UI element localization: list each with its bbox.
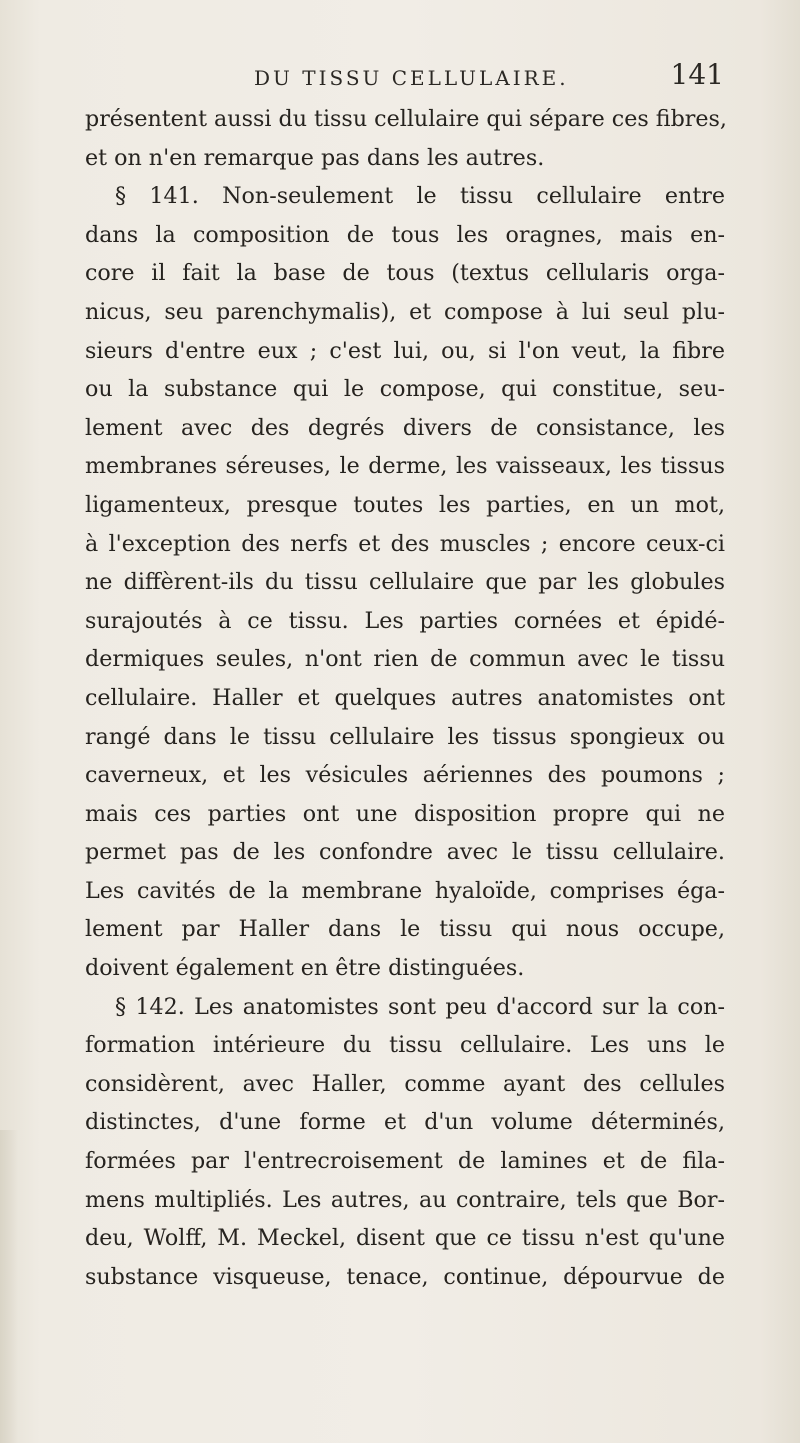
text-line: dermiques seules, n'ont rien de commun avec le tissu [85,646,725,673]
text-line: ou la substance qui le compose, qui constitue, seu- [85,376,725,403]
text-line: membranes séreuses, le derme, les vaisseaux, les tissus [85,453,725,480]
text-line: ne diffèrent-ils du tissu cellulaire que par les globules [85,569,725,596]
text-line: formées par l'entrecroisement de lamines et de fila- [85,1148,725,1175]
text-line: deu, Wolff, M. Meckel, disent que ce tissu n'est qu'une [85,1225,725,1252]
text-line: nicus, seu parenchymalis), et compose à lui seul plu- [85,298,725,325]
text-line: caverneux, et les vésicules aériennes des poumons ; [85,762,725,789]
section-142-start: § 142. Les anatomistes sont peu d'accord sur la con- [115,993,725,1020]
text-line: présentent aussi du tissu cellulaire qui sépare ces fibres, [85,106,727,132]
text-line: distinctes, d'une forme et d'un volume déterminés, [85,1109,725,1136]
text-line: core il fait la base de tous (textus cellularis orga- [85,260,725,287]
text-line: à l'exception des nerfs et des muscles ; encore ceux-ci [85,530,725,557]
text-line: rangé dans le tissu cellulaire les tissus spongieux ou [85,723,725,750]
text-line: lement avec des degrés divers de consistance, les [85,414,725,441]
section-141-start: § 141. Non-seulement le tissu cellulaire entre [115,183,725,210]
text-line: Les cavités de la membrane hyaloïde, comprises éga- [85,877,725,904]
body-text [85,100,725,1296]
text-line: ligamenteux, presque toutes les parties, en un mot, [85,491,725,518]
text-line: considèrent, avec Haller, comme ayant des cellules [85,1070,725,1097]
text-line: et on n'en remarque pas dans les autres. [85,144,545,171]
page-gutter-shadow [0,1130,18,1443]
text-line: lement par Haller dans le tissu qui nous occupe, [85,916,725,943]
running-head: DU TISSU CELLULAIRE. [254,66,569,90]
text-line: mais ces parties ont une disposition propre qui ne [85,800,725,827]
page-number: 141 [670,58,724,91]
text-line: cellulaire. Haller et quelques autres anatomistes ont [85,684,725,711]
text-line: substance visqueuse, tenace, continue, dépourvue de [85,1263,725,1290]
text-line: mens multipliés. Les autres, au contraire, tels que Bor- [85,1186,725,1213]
text-line: sieurs d'entre eux ; c'est lui, ou, si l'on veut, la fibre [85,337,725,364]
text-line: permet pas de les confondre avec le tissu cellulaire. [85,839,725,866]
text-line: doivent également en être distinguées. [85,955,525,982]
text-line: dans la composition de tous les oragnes, mais en- [85,221,725,248]
text-line: formation intérieure du tissu cellulaire. Les uns le [85,1032,725,1059]
page-header [254,58,724,98]
text-line: surajoutés à ce tissu. Les parties cornées et épidé- [85,607,725,634]
